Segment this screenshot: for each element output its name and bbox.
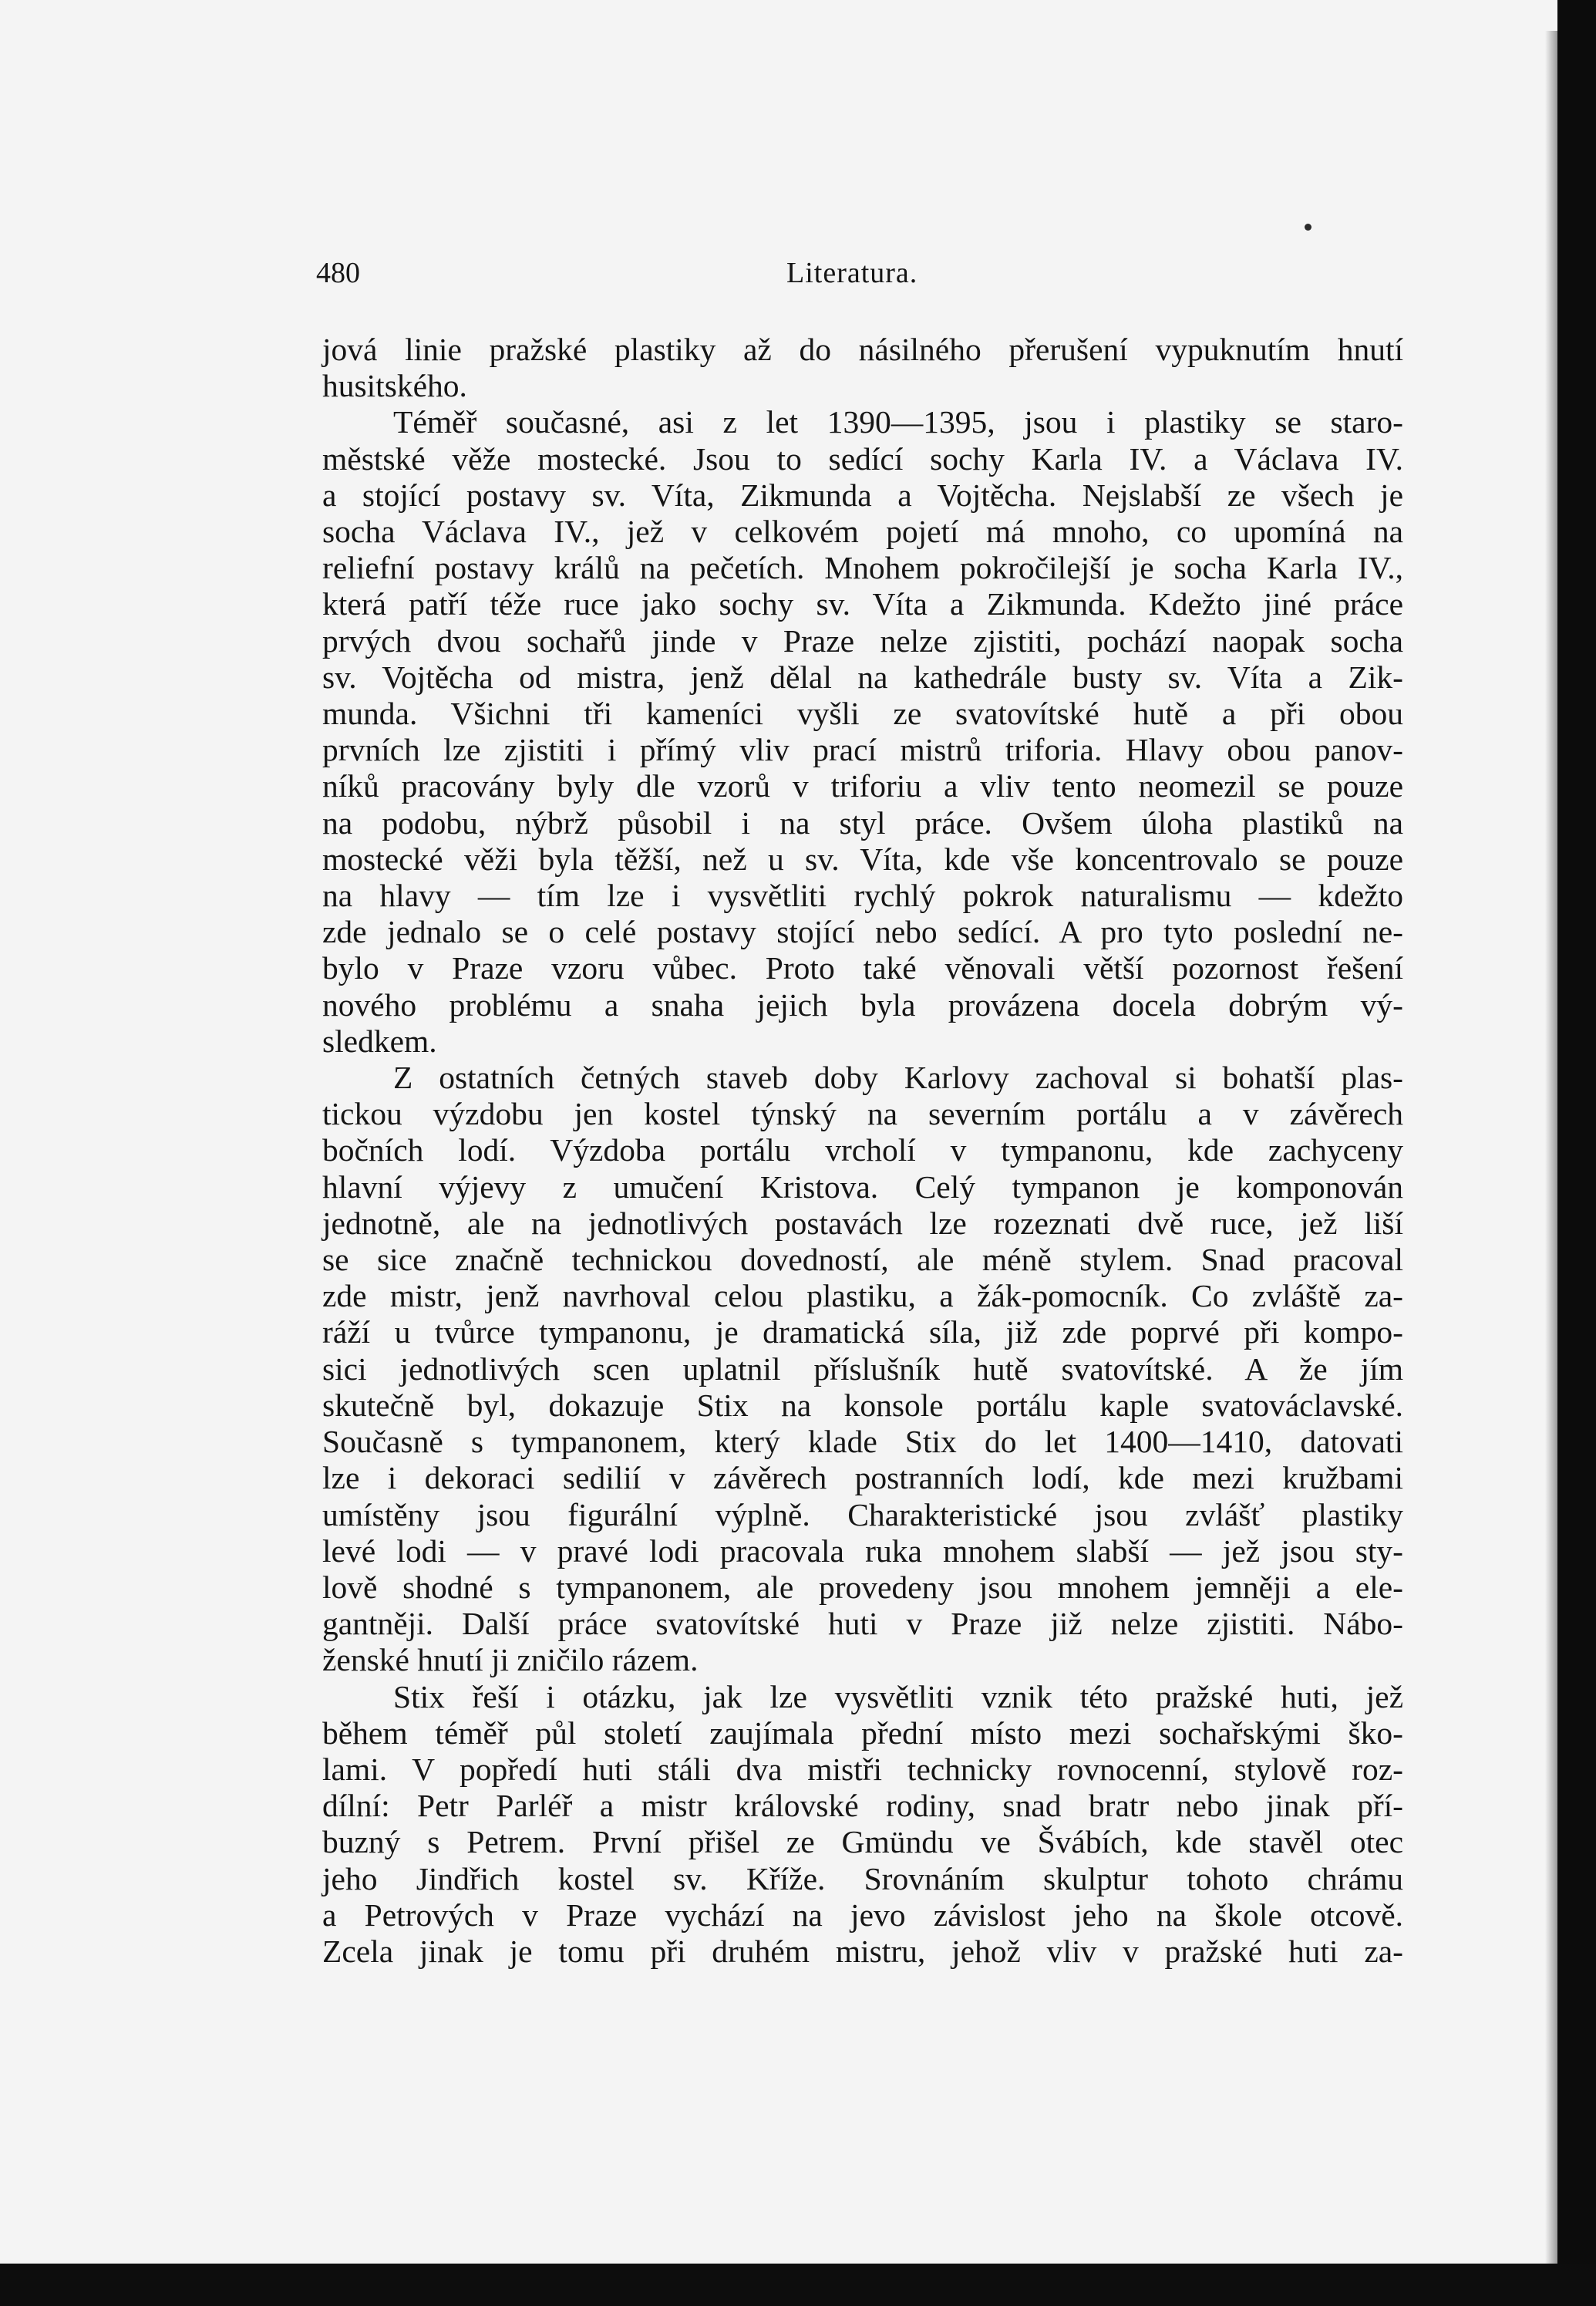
- text-line: na hlavy — tím lze i vysvětliti rychlý pokrok naturalismu — kdežto: [322, 878, 1403, 914]
- text-line: tickou výzdobu jen kostel týnský na severním portálu a v závěrech: [322, 1096, 1403, 1132]
- text-line: reliefní postavy králů na pečetích. Mnohem pokročilejší je socha Karla IV.,: [322, 550, 1403, 586]
- text-line: níků pracovány byly dle vzorů v triforiu a vliv tento neomezil se pouze: [322, 768, 1403, 804]
- page-edge-shadow: [1545, 31, 1557, 2306]
- text-line: mostecké věži byla těžší, než u sv. Víta, kde vše koncentrovalo se pouze: [322, 841, 1403, 877]
- text-line: Zcela jinak je tomu při druhém mistru, jehož vliv v pražské huti za-: [322, 1933, 1403, 1969]
- text-line: skutečně byl, dokazuje Stix na konsole portálu kaple svatováclavské.: [322, 1387, 1403, 1423]
- text-line: Stix řeší i otázku, jak lze vysvětliti vznik této pražské huti, jež: [393, 1678, 1403, 1714]
- text-line: na podobu, nýbrž působil i na styl práce. Ovšem úloha plastiků na: [322, 804, 1403, 841]
- text-line: nového problému a snaha jejich byla provázena docela dobrým vý-: [322, 986, 1403, 1023]
- body-text: [322, 332, 1403, 1970]
- page-number: 480: [316, 257, 360, 289]
- text-line: prvých dvou sochařů jinde v Praze nelze zjistiti, pochází naopak socha: [322, 622, 1403, 659]
- text-line: která patří téže ruce jako sochy sv. Víta a Zikmunda. Kdežto jiné práce: [322, 586, 1403, 622]
- page-header: [316, 256, 1403, 295]
- text-line: lze i dekoraci sedilií v závěrech postranních lodí, kde mezi kružbami: [322, 1460, 1403, 1496]
- running-title: Literatura.: [786, 257, 918, 289]
- text-line: jeho Jindřich kostel sv. Kříže. Srovnáním skulptur tohoto chrámu: [322, 1860, 1403, 1896]
- text-line: ráží u tvůrce tympanonu, je dramatická síla, již zde poprvé při kompo-: [322, 1314, 1403, 1350]
- scan-border-right: [1557, 0, 1596, 2306]
- text-line: sv. Vojtěcha od mistra, jenž dělal na kathedrále busty sv. Víta a Zik-: [322, 659, 1403, 695]
- text-line: Z ostatních četných staveb doby Karlovy zachoval si bohatší plas-: [393, 1060, 1403, 1096]
- text-line: bylo v Praze vzoru vůbec. Proto také věnovali větší pozornost řešení: [322, 950, 1403, 986]
- text-line: dílní: Petr Parléř a mistr královské rodiny, snad bratr nebo jinak pří-: [322, 1788, 1403, 1824]
- text-line: během téměř půl století zaujímala přední místo mezi sochařskými ško-: [322, 1714, 1403, 1751]
- text-line: husitského.: [322, 368, 467, 404]
- text-line: sici jednotlivých scen uplatnil příslušník hutě svatovítské. A že jím: [322, 1350, 1403, 1387]
- text-line: bočních lodí. Výzdoba portálu vrcholí v tympanonu, kde zachyceny: [322, 1132, 1403, 1168]
- text-line: zde jednalo se o celé postavy stojící nebo sedící. A pro tyto poslední ne-: [322, 914, 1403, 950]
- text-line: socha Václava IV., jež v celkovém pojetí má mnoho, co upomíná na: [322, 514, 1403, 550]
- text-line: lově shodné s tympanonem, ale provedeny jsou mnohem jemněji a ele-: [322, 1569, 1403, 1605]
- text-line: a stojící postavy sv. Víta, Zikmunda a Vojtěcha. Nejslabší ze všech je: [322, 477, 1403, 513]
- text-line: se sice značně technickou dovedností, ale méně stylem. Snad pracoval: [322, 1242, 1403, 1278]
- text-line: zde mistr, jenž navrhoval celou plastiku, a žák-pomocník. Co zvláště za-: [322, 1278, 1403, 1314]
- text-line: a Petrových v Praze vychází na jevo závislost jeho na škole otcově.: [322, 1896, 1403, 1933]
- text-line: hlavní výjevy z umučení Kristova. Celý tympanon je komponován: [322, 1168, 1403, 1205]
- text-line: jednotně, ale na jednotlivých postavách lze rozeznati dvě ruce, jež liší: [322, 1205, 1403, 1241]
- text-line: buzný s Petrem. První přišel ze Gmündu ve Švábích, kde stavěl otec: [322, 1824, 1403, 1860]
- text-line: prvních lze zjistiti i přímý vliv prací mistrů triforia. Hlavy obou panov-: [322, 732, 1403, 768]
- text-line: sledkem.: [322, 1023, 437, 1059]
- text-line: lami. V popředí huti stáli dva mistři technicky rovnocenní, stylově roz-: [322, 1751, 1403, 1787]
- text-line: jová linie pražské plastiky až do násilného přerušení vypuknutím hnutí: [322, 332, 1403, 367]
- text-line: ženské hnutí ji zničilo rázem.: [322, 1642, 699, 1678]
- scan-border-bottom: [0, 2264, 1596, 2306]
- text-line: městské věže mostecké. Jsou to sedící sochy Karla IV. a Václava IV.: [322, 440, 1403, 477]
- speck-mark: [1305, 224, 1311, 231]
- text-line: levé lodi — v pravé lodi pracovala ruka mnohem slabší — jež jsou sty-: [322, 1532, 1403, 1569]
- text-line: umístěny jsou figurální výplně. Charakteristické jsou zvlášť plastiky: [322, 1496, 1403, 1532]
- text-line: Současně s tympanonem, který klade Stix do let 1400—1410, datovati: [322, 1424, 1403, 1460]
- text-line: gantněji. Další práce svatovítské huti v Praze již nelze zjistiti. Nábo-: [322, 1606, 1403, 1642]
- text-line: munda. Všichni tři kameníci vyšli ze svatovítské hutě a při obou: [322, 696, 1403, 732]
- text-line: Téměř současné, asi z let 1390—1395, jsou i plastiky se staro-: [393, 404, 1403, 440]
